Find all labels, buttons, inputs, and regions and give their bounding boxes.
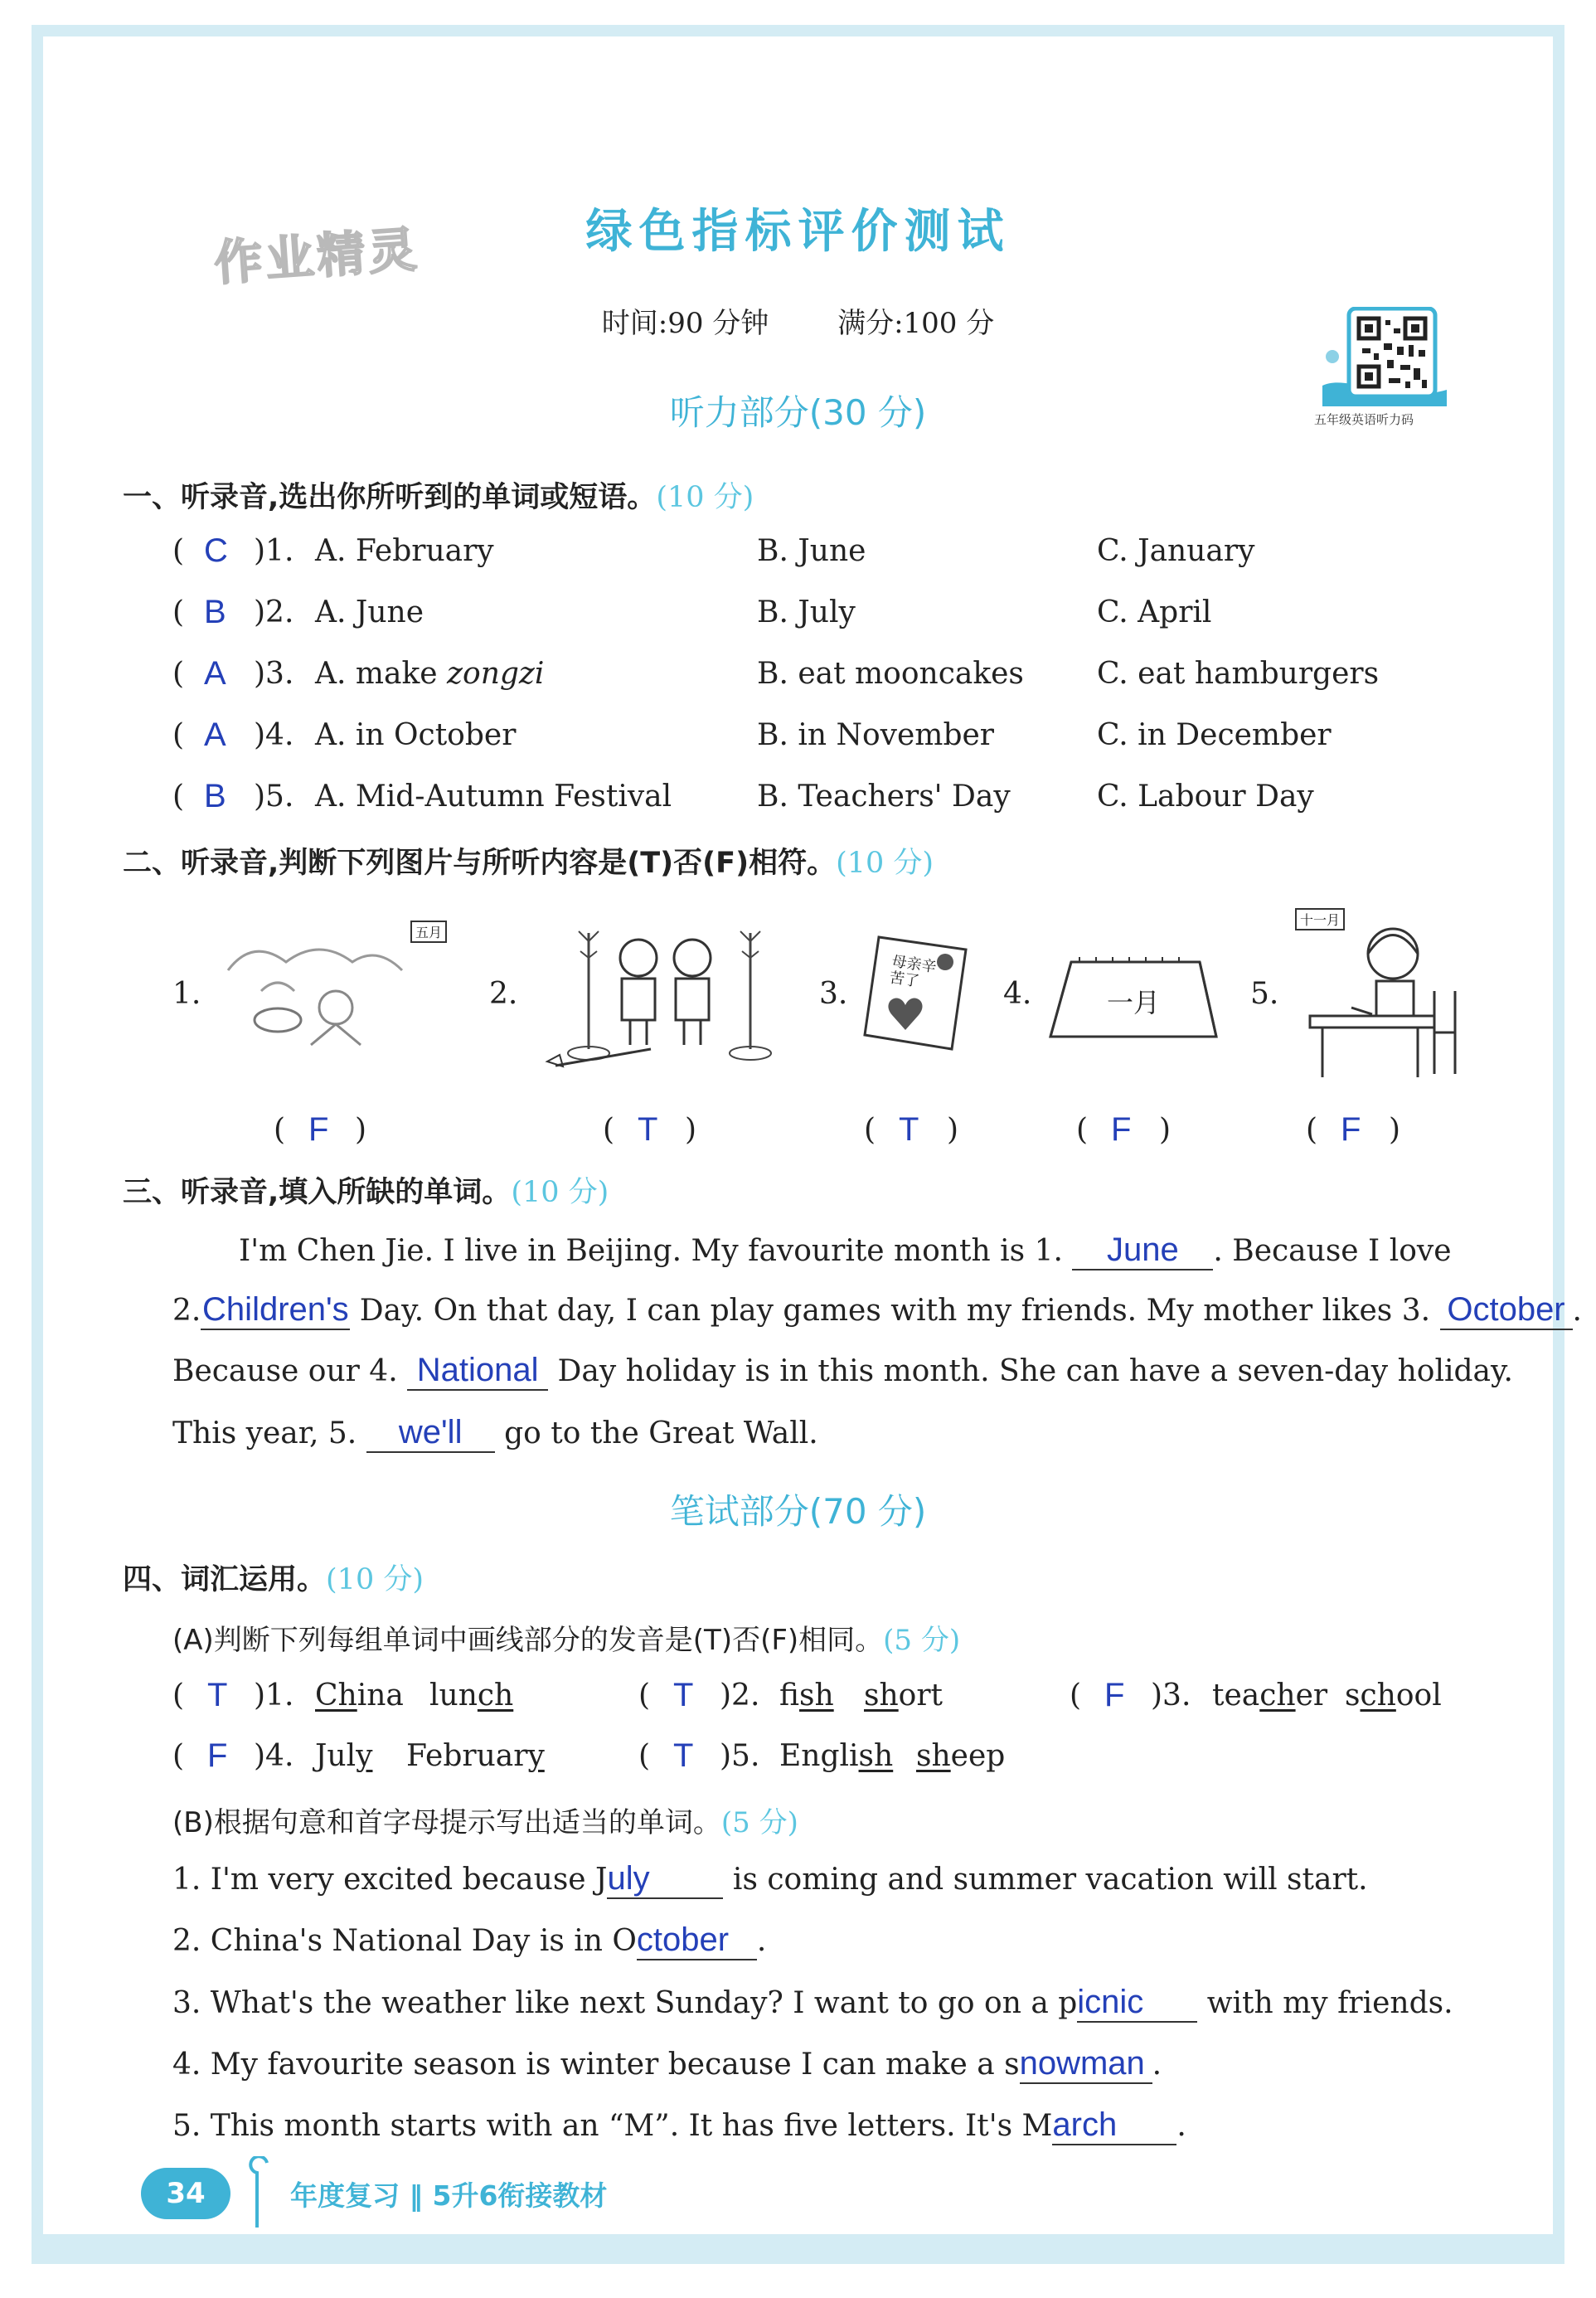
question-number: )2. [720,1679,760,1713]
part3-points: (10 分) [511,1176,609,1209]
answer: T [207,1677,228,1713]
qr-label: 五年级英语听力码 [1314,412,1414,427]
blank-answer: October [1440,1291,1573,1330]
listening-title: 听力部分 [669,392,809,433]
part4a-heading [172,1617,960,1658]
picture-1-labour-cartoon [211,921,485,1062]
picture-3-mothers-day-card [862,929,970,1053]
question-number: )1. [254,534,294,568]
answer: B [204,594,226,630]
picture-number: 3. [819,977,848,1011]
option-a: A. Mid-Autumn Festival [315,780,672,814]
option-b: B. July [757,595,856,629]
answer: A [204,655,226,692]
picture-2-tree-planting [531,908,796,1074]
blank-answer: we'll [366,1414,495,1453]
passage-line-2: 2.Children's Day. On that day, I can play games with my friends. My mother likes 3. October . [172,1291,1582,1330]
word-1: fish [779,1679,834,1713]
listening-points: (30 分) [808,392,927,433]
part2-heading [123,840,934,882]
part1-points: (10 分) [656,481,754,514]
part4-heading [123,1557,424,1598]
calendar-text: 一月 [1106,987,1160,1018]
answer: F [207,1737,228,1774]
written-section-title [0,1484,1596,1534]
page-title: 绿色指标评价测试 [585,205,1011,259]
word-1: China [315,1679,404,1713]
blank-answer: Children's [201,1291,350,1330]
part2-title: 二、听录音,判断下列图片与所听内容是(T)否(F)相符。 [123,847,837,880]
written-points: (70 分) [808,1491,927,1532]
option-b: B. June [757,534,866,568]
part3-heading [123,1169,609,1211]
option-b: B. Teachers' Day [757,780,1011,814]
blank-answer: arch [1052,2106,1176,2145]
blank-answer: National [407,1352,548,1391]
listening-section-title [0,386,1596,435]
blank-answer: ctober [637,1921,757,1960]
option-a: A. make zongzi [315,657,545,691]
picture-number: 2. [489,977,518,1011]
fill-item: 4. My favourite season is winter because I can make a snowman . [172,2045,1162,2084]
time-limit: 时间:90 分钟 [601,307,769,340]
answer: T [899,1111,919,1148]
word-1: July [315,1739,373,1773]
passage-line-1: I'm Chen Jie. I live in Beijing. My favourite month is 1. June . Because I love [239,1232,1452,1270]
word-1: English [779,1739,894,1773]
answer: F [1104,1677,1125,1713]
picture-4-calendar [1046,954,1220,1045]
question-number: )4. [254,1739,294,1773]
picture-5-girl-studying [1293,908,1467,1082]
word-2: school [1345,1679,1442,1713]
card-text: 母亲辛苦了 [888,952,938,991]
answer: F [308,1111,329,1148]
part4b-heading [172,1800,798,1840]
answer: F [1341,1111,1361,1148]
option-c: C. January [1097,534,1255,568]
part3-title: 三、听录音,填入所缺的单词。 [123,1176,512,1209]
word-2: February [406,1739,545,1773]
answer: A [204,717,226,753]
fill-item: 2. China's National Day is in October . [172,1921,766,1960]
answer: C [204,532,228,569]
part4b-title: (B)根据句意和首字母提示写出适当的单词。 [172,1806,721,1839]
picture-number: 4. [1003,977,1032,1011]
answer: B [204,778,226,814]
word-2: short [864,1679,944,1713]
word-2: lunch [429,1679,514,1713]
full-score: 满分:100 分 [837,307,995,340]
word-1: teacher [1212,1679,1328,1713]
question-number: )3. [254,657,294,691]
answer: T [638,1111,658,1148]
fill-item: 5. This month starts with an “M”. It has five letters. It's March . [172,2106,1186,2145]
option-c: C. eat hamburgers [1097,657,1380,691]
option-b: B. in November [757,718,994,752]
blank-answer: nowman [1020,2045,1152,2084]
question-number: )5. [720,1739,760,1773]
part1-title: 一、听录音,选出你所听到的单词或短语。 [123,481,657,514]
blank-answer: June [1072,1232,1213,1270]
option-c: C. Labour Day [1097,780,1314,814]
answer: T [673,1677,694,1713]
option-a: A. June [315,595,424,629]
month-tag: 十一月 [1295,908,1345,930]
girl-icon [1293,908,1467,1082]
written-title: 笔试部分 [669,1491,809,1532]
blank-answer: uly [607,1860,723,1899]
month-tag: 五月 [410,921,447,943]
option-b: B. eat mooncakes [757,657,1024,691]
part4-title: 四、词汇运用。 [123,1563,327,1596]
word-2: sheep [916,1739,1006,1773]
part1-heading [123,474,754,516]
question-number: )5. [254,780,294,814]
footer-text: 年度复习 ‖ 5升6衔接教材 [290,2179,608,2212]
picture-number: 1. [172,977,201,1011]
answer: T [673,1737,694,1774]
hook-icon [242,2156,275,2231]
watermark: 作业精灵 [212,221,422,292]
option-a: A. February [315,534,494,568]
passage-line-4: This year, 5. we'll go to the Great Wall. [172,1414,818,1453]
option-a: A. in October [315,718,517,752]
card-icon [862,929,970,1053]
question-number: )3. [1151,1679,1191,1713]
part4-points: (10 分) [326,1563,424,1596]
option-c: C. in December [1097,718,1332,752]
part4a-points: (5 分) [883,1624,961,1657]
answer: F [1111,1111,1132,1148]
question-number: )2. [254,595,294,629]
part2-points: (10 分) [836,847,934,880]
fill-item: 3. What's the weather like next Sunday? I want to go on a picnic with my friends. [172,1984,1453,2023]
part4b-points: (5 分) [720,1806,798,1839]
question-number: )4. [254,718,294,752]
passage-line-3: Because our 4. National Day holiday is in this month. She can have a seven-day holiday. [172,1352,1513,1391]
question-number: )1. [254,1679,294,1713]
fill-item: 1. I'm very excited because July is coming and summer vacation will start. [172,1860,1368,1899]
option-c: C. April [1097,595,1212,629]
blank-answer: icnic [1077,1984,1197,2023]
page-number: 34 [141,2168,230,2219]
picture-number: 5. [1250,977,1279,1011]
part4a-title: (A)判断下列每组单词中画线部分的发音是(T)否(F)相同。 [172,1624,884,1657]
